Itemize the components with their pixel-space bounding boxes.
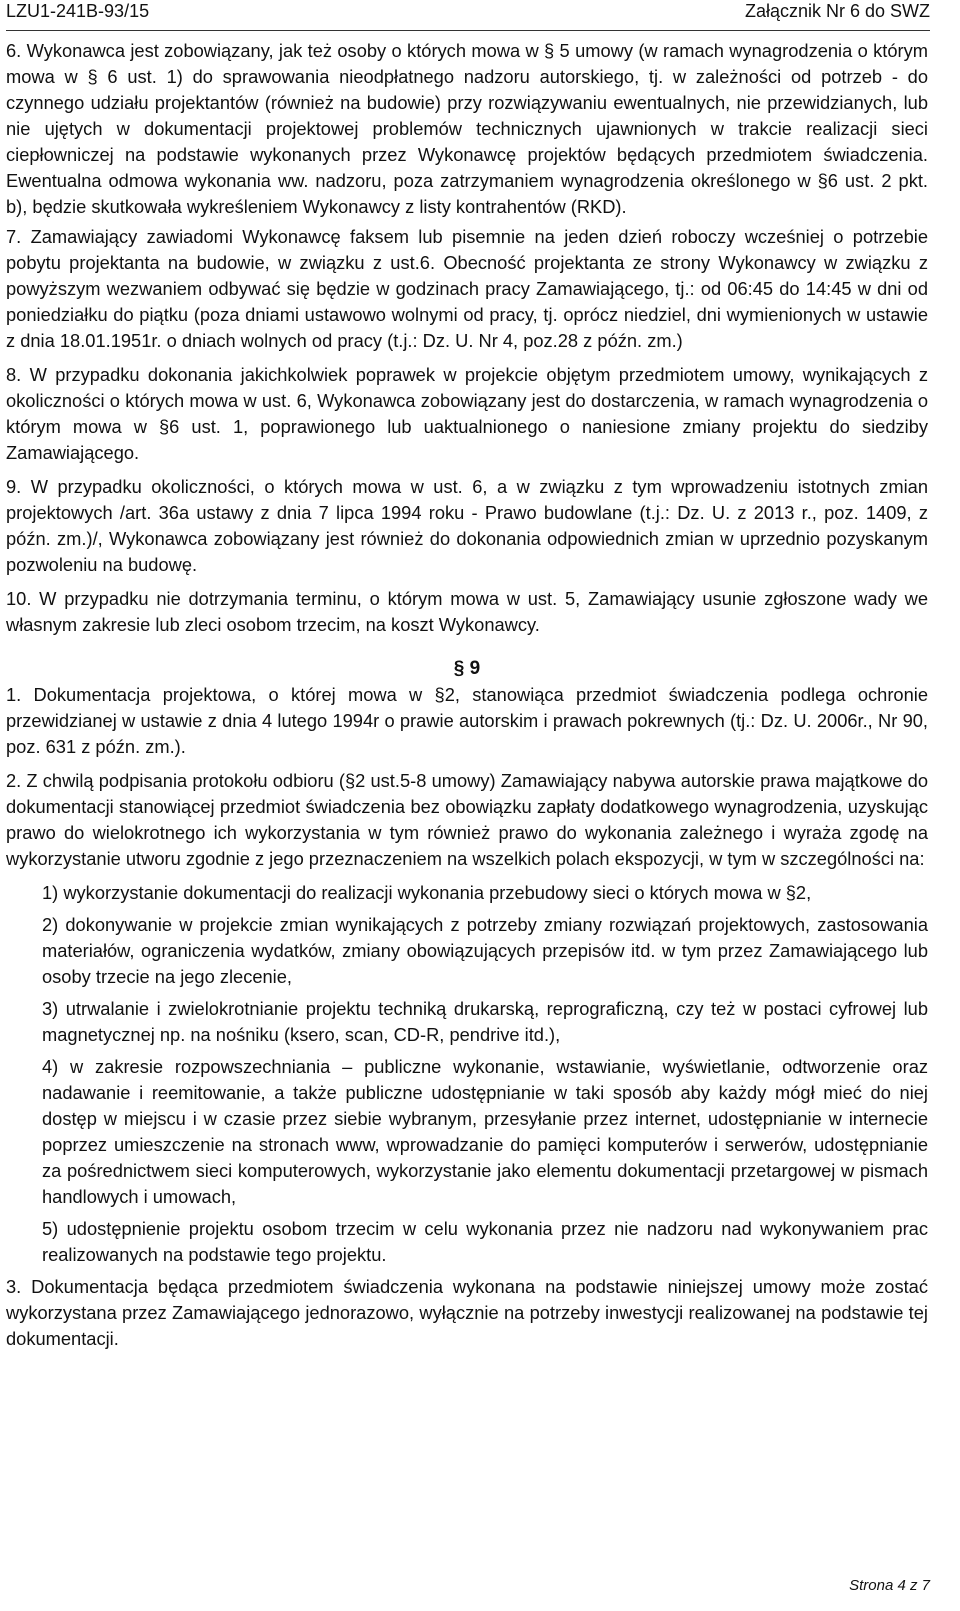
paragraph-10: 10. W przypadku nie dotrzymania terminu, o którym mowa w ust. 5, Zamawiający usunie zgłoszone wady we własnym zakresie lub zleci osobom trzecim, na koszt Wykonawcy. xyxy=(6,588,928,635)
document-reference: LZU1-241B-93/15 xyxy=(6,1,150,21)
paragraph-7: 7. Zamawiający zawiadomi Wykonawcę faksem lub pisemnie na jeden dzień roboczy wcześniej o potrzebie pobytu projektanta na budowie, w związku z ust.6. Obecność projektanta ze strony Wykonawcy w związku z powyższym wezwaniem odbywać się będzie w godzinach pracy Zamawiającego, tj.: od 06:45 do 14:45 w dni od poniedziałku do piątku (poza dniami ustawowo wolnymi od pracy, tj. oprócz niedziel, dni wymienionych w ustawie z dnia 18.01.1951r. o dniach wolnych od pracy (t.j.: Dz. U. Nr 4, poz.28 z późn. zm.) xyxy=(6,226,928,351)
paragraph-8: 8. W przypadku dokonania jakichkolwiek poprawek w projekcie objętym przedmiotem umowy, wynikających z okoliczności o których mowa w ust. 6, Wykonawca zobowiązany jest do dostarczenia, w ramach wynagrodzenia o którym mowa w §6 ust. 1, poprawionego lub uaktualnionego o naniesione zmiany projektu do siedziby Zamawiającego. xyxy=(6,364,928,463)
section-paragraph-3: 3. Dokumentacja będąca przedmiotem świadczenia wykonana na podstawie niniejszej umowy może zostać wykorzystana przez Zamawiającego jednorazowo, wyłącznie na potrzeby inwestycji realizowanej na podstawie tej dokumentacji. xyxy=(6,1276,928,1349)
paragraph-6: 6. Wykonawca jest zobowiązany, jak też osoby o których mowa w § 5 umowy (w ramach wynagrodzenia o którym mowa w § 6 ust. 1) do sprawowania nieodpłatnego nadzoru autorskiego, tj. w zależności od potrzeb - do czynnego udziału projektantów (również na budowie) przy rozwiązywaniu ewentualnych, nie przewidzianych, lub nie ujętych w dokumentacji projektowej problemów technicznych ujawnionych w trakcie realizacji sieci ciepłowniczej na podstawie wykonanych przez Wykonawcę projektów będących przedmiotem świadczenia. Ewentualna odmowa wykonania ww. nadzoru, poza zatrzymaniem wynagrodzenia określonego w §6 ust. 2 pkt. b), będzie skutkowała wykreśleniem Wykonawcy z listy kontrahentów (RKD). xyxy=(6,40,928,217)
document-body xyxy=(6,38,928,1356)
list-item: 1) wykorzystanie dokumentacji do realizacji wykonania przebudowy sieci o których mowa w §2, xyxy=(42,882,812,903)
list-item: 2) dokonywanie w projekcie zmian wynikających z potrzeby zmiany rozwiązań projektowych, zastosowania materiałów, ograniczenia wydatków, zmiany obowiązujących przepisów itd. w tym przez Zamawiającego lub osoby trzecie na jego zlecenie, xyxy=(42,914,928,987)
list-item: 3) utrwalanie i zwielokrotnianie projektu techniką drukarską, reprograficzną, czy też w postaci cyfrowej lub magnetycznej np. na nośniku (ksero, scan, CD-R, pendrive itd.), xyxy=(42,998,928,1045)
list-item: 5) udostępnienie projektu osobom trzecim w celu wykonania przez nie nadzoru nad wykonywaniem prac realizowanych na podstawie tego projektu. xyxy=(42,1218,928,1265)
page-header xyxy=(6,0,930,31)
page-number: Strona 4 z 7 xyxy=(849,1577,930,1594)
paragraph-9: 9. W przypadku okoliczności, o których mowa w ust. 6, a w związku z tym wprowadzeniu istotnych zmian projektowych /art. 36a ustawy z dnia 7 lipca 1994 roku - Prawo budowlane (t.j.: Dz. U. z 2013 r., poz. 1409, z późn. zm.)/, Wykonawca zobowiązany jest również do dokonania odpowiednich zmian w uprzednio pozyskanym pozwoleniu na budowę. xyxy=(6,476,928,575)
section-heading: § 9 xyxy=(453,658,481,679)
section-paragraph-1: 1. Dokumentacja projektowa, o której mowa w §2, stanowiąca przedmiot świadczenia podlega ochronie przewidzianej w ustawie z dnia 4 lutego 1994r o prawie autorskim i prawach pokrewnych (tj.: Dz. U. 2006r., Nr 90, poz. 631 z późn. zm.). xyxy=(6,684,928,757)
attachment-label: Załącznik Nr 6 do SWZ xyxy=(744,1,930,21)
list-item: 4) w zakresie rozpowszechniania – publiczne wykonanie, wstawianie, wyświetlanie, odtworzenie oraz nadawanie i reemitowanie, a także publiczne udostępnianie w taki sposób aby każdy mógł mieć do niej dostęp w miejscu i w czasie przez siebie wybranym, przesyłanie przez internet, udostępnianie w internecie poprzez umieszczenie na stronach www, wprowadzanie do pamięci komputerów i serwerów, udostępnianie za pośrednictwem sieci komputerowych, wykorzystanie jako elementu dokumentacji przetargowej w pismach handlowych i umowach, xyxy=(42,1056,928,1207)
section-paragraph-2: 2. Z chwilą podpisania protokołu odbioru (§2 ust.5-8 umowy) Zamawiający nabywa autorskie prawa majątkowe do dokumentacji stanowiącej przedmiot świadczenia bez obowiązku zapłaty dodatkowego wynagrodzenia, uzyskując prawo do wielokrotnego ich wykorzystania w tym również prawo do wykonania zależnego i wyraża zgodę na wykorzystanie utworu zgodnie z jego przeznaczeniem na wszelkich polach ekspozycji, w tym w szczególności na: xyxy=(6,770,928,869)
